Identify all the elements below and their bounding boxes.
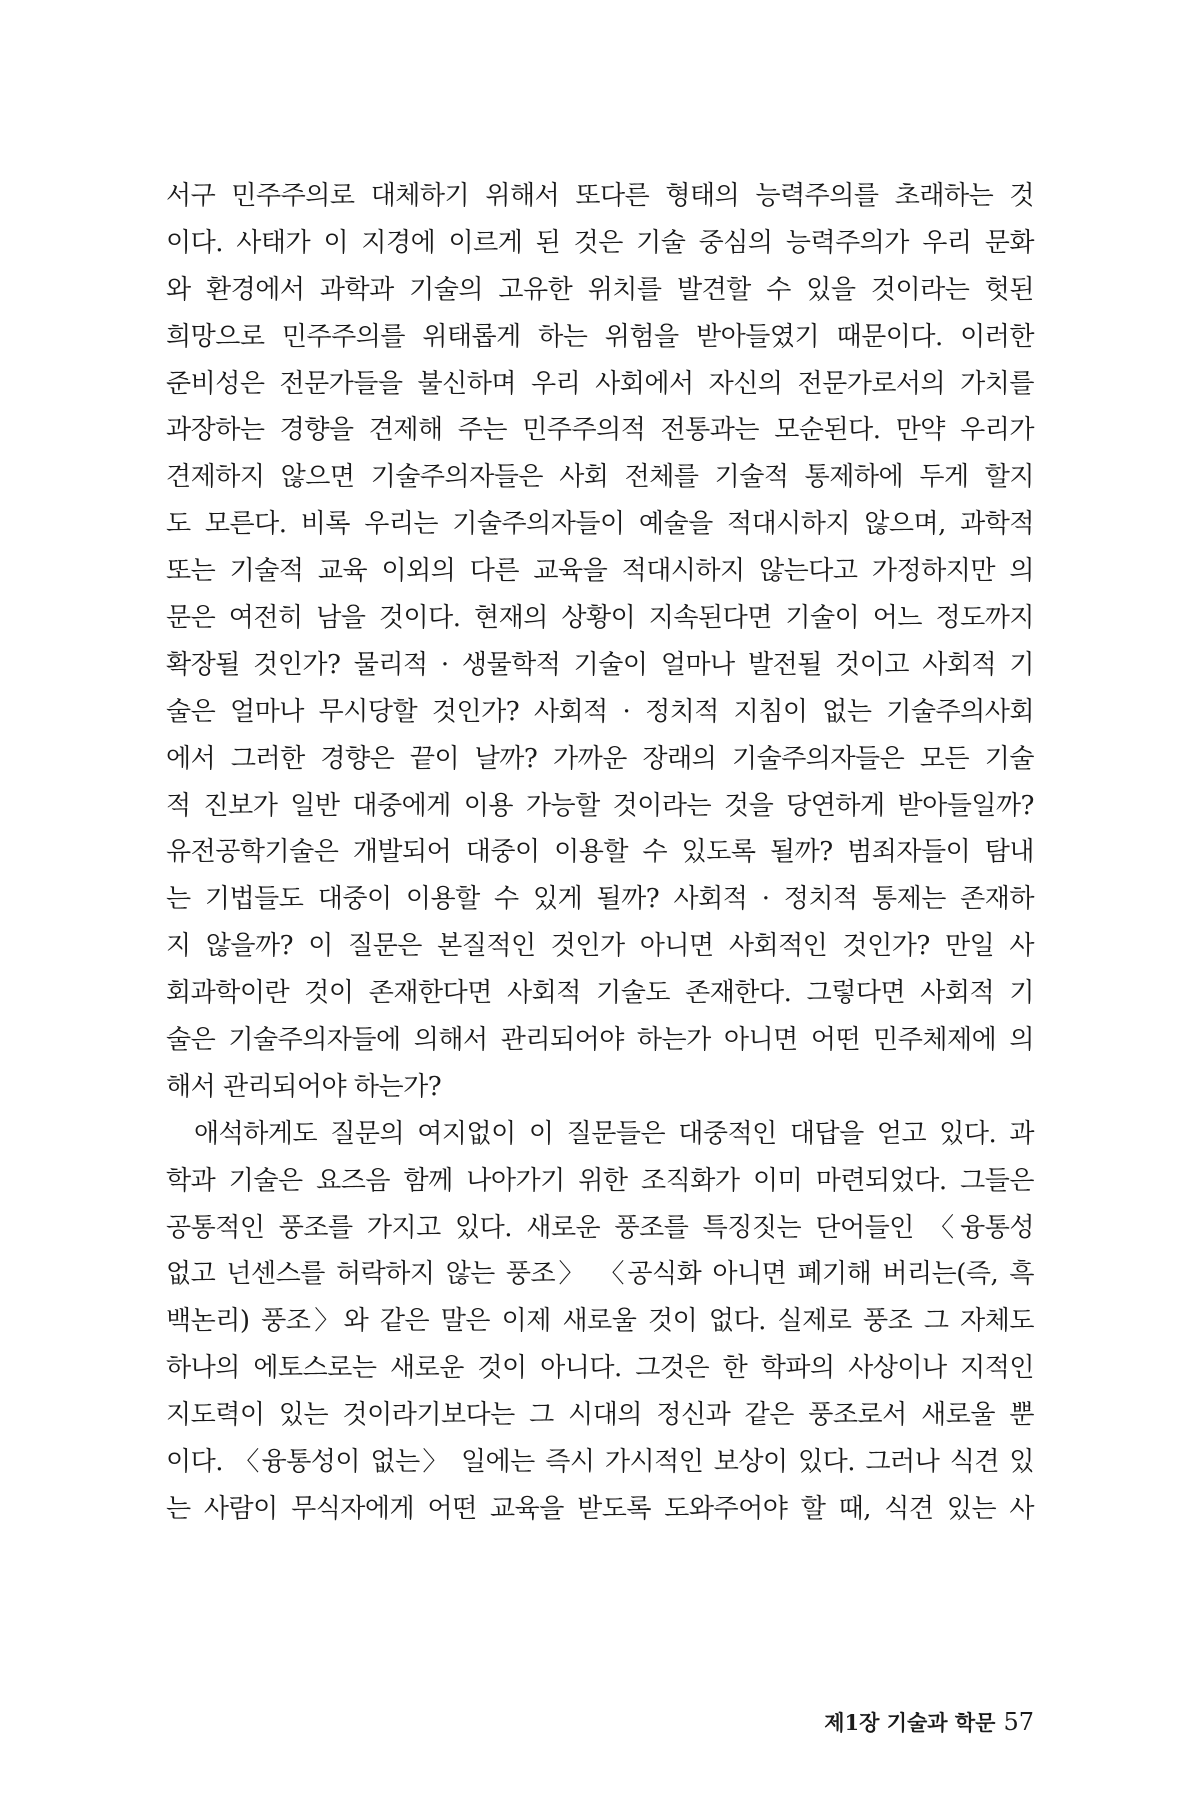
text-line: 없고 넌센스를 허락하지 않는 풍조〉 〈공식화 아니면 폐기해 버리는(즉, 흑 <box>166 1259 1034 1290</box>
text-line: 희망으로 민주주의를 위태롭게 하는 위험을 받아들였기 때문이다. 이러한 <box>166 321 1034 352</box>
text-line: 술은 얼마나 무시당할 것인가? 사회적 · 정치적 지침이 없는 기술주의사회 <box>166 696 1034 727</box>
text-line: 지도력이 있는 것이라기보다는 그 시대의 정신과 같은 풍조로서 새로울 뿐 <box>166 1400 1034 1431</box>
text-line: 는 기법들도 대중이 이용할 수 있게 될까? 사회적 · 정치적 통제는 존재하 <box>166 884 1034 915</box>
text-line: 해서 관리되어야 하는가? <box>166 1071 442 1102</box>
text-line: 도 모른다. 비록 우리는 기술주의자들이 예술을 적대시하지 않으며, 과학적 <box>166 509 1034 540</box>
paragraph-1 <box>166 173 1034 1111</box>
chapter-title: 제1장 기술과 학문 <box>824 1710 996 1735</box>
page-number: 57 <box>1003 1708 1034 1736</box>
text-line: 애석하게도 질문의 여지없이 이 질문들은 대중적인 대답을 얻고 있다. 과 <box>194 1118 1034 1149</box>
text-line: 학과 기술은 요즈음 함께 나아가기 위한 조직화가 이미 마련되었다. 그들은 <box>166 1165 1034 1196</box>
text-line: 술은 기술주의자들에 의해서 관리되어야 하는가 아니면 어떤 민주체제에 의 <box>166 1025 1034 1056</box>
text-line: 는 사람이 무식자에게 어떤 교육을 받도록 도와주어야 할 때, 식견 있는 사 <box>166 1493 1034 1524</box>
text-line: 과장하는 경향을 견제해 주는 민주주의적 전통과는 모순된다. 만약 우리가 <box>166 415 1034 446</box>
text-line: 회과학이란 것이 존재한다면 사회적 기술도 존재한다. 그렇다면 사회적 기 <box>166 978 1034 1009</box>
text-line: 이다. 〈융통성이 없는〉 일에는 즉시 가시적인 보상이 있다. 그러나 식견 있 <box>166 1447 1034 1478</box>
text-line: 유전공학기술은 개발되어 대중이 이용할 수 있도록 될까? 범죄자들이 탐내 <box>166 837 1034 868</box>
text-line: 공통적인 풍조를 가지고 있다. 새로운 풍조를 특징짓는 단어들인 〈융통성 <box>166 1212 1034 1243</box>
page-footer <box>770 1707 1034 1737</box>
paragraph-2 <box>166 1111 1034 1533</box>
text-line: 백논리) 풍조〉와 같은 말은 이제 새로울 것이 없다. 실제로 풍조 그 자체도 <box>166 1306 1034 1337</box>
text-line: 에서 그러한 경향은 끝이 날까? 가까운 장래의 기술주의자들은 모든 기술 <box>166 743 1034 774</box>
text-line: 서구 민주주의로 대체하기 위해서 또다른 형태의 능력주의를 초래하는 것 <box>166 181 1034 211</box>
text-line: 이다. 사태가 이 지경에 이르게 된 것은 기술 중심의 능력주의가 우리 문화 <box>166 227 1034 258</box>
text-line: 지 않을까? 이 질문은 본질적인 것인가 아니면 사회적인 것인가? 만일 사 <box>166 931 1034 962</box>
text-line: 하나의 에토스로는 새로운 것이 아니다. 그것은 한 학파의 사상이나 지적인 <box>166 1353 1034 1384</box>
text-line: 준비성은 전문가들을 불신하며 우리 사회에서 자신의 전문가로서의 가치를 <box>166 368 1034 399</box>
body-text <box>166 173 1034 1533</box>
text-line: 견제하지 않으면 기술주의자들은 사회 전체를 기술적 통제하에 두게 할지 <box>166 462 1034 493</box>
text-line: 적 진보가 일반 대중에게 이용 가능할 것이라는 것을 당연하게 받아들일까? <box>166 790 1034 821</box>
text-line: 확장될 것인가? 물리적 · 생물학적 기술이 얼마나 발전될 것이고 사회적 기 <box>166 649 1034 680</box>
text-line: 와 환경에서 과학과 기술의 고유한 위치를 발견할 수 있을 것이라는 헛된 <box>166 274 1034 305</box>
text-line: 문은 여전히 남을 것이다. 현재의 상황이 지속된다면 기술이 어느 정도까지 <box>166 603 1034 634</box>
text-line: 또는 기술적 교육 이외의 다른 교육을 적대시하지 않는다고 가정하지만 의 <box>166 556 1034 587</box>
